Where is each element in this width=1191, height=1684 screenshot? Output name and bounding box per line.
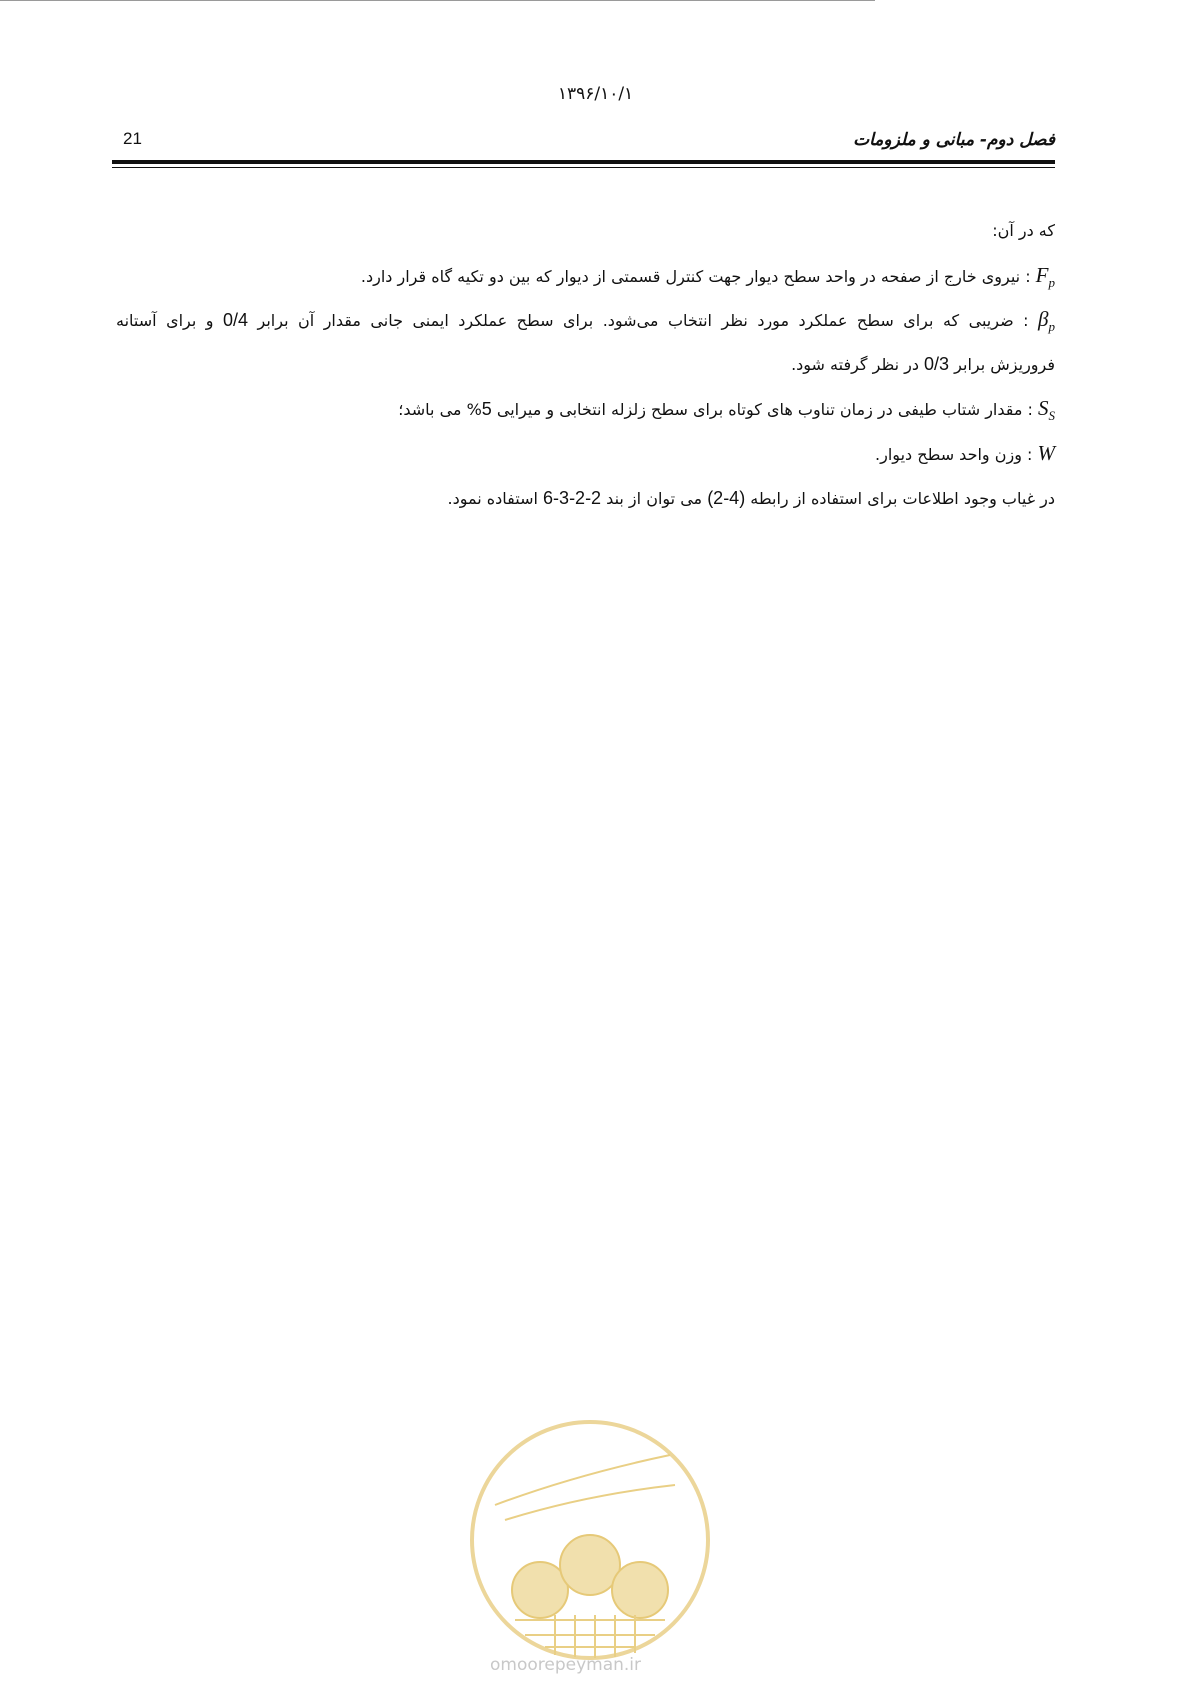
beta-value-life-safety: 0/4 xyxy=(223,310,249,330)
definition-beta-line1: $\beta_p$ : ضریبی که برای سطح عملکرد مورد نظر انتخاب می‌شود. برای سطح عملکرد ایمنی جانی مقدار آن برابر 0/4 و برای آستانه xyxy=(116,308,1055,338)
closing-sentence: در غیاب وجود اطلاعات برای استفاده از رابطه (2-4) می توان از بند 6-3-2-2 استفاده نمود. xyxy=(447,488,1055,508)
document-date: ۱۳۹۶/۱۰/۱ xyxy=(557,84,634,104)
beta-symbol: $\beta_p$ xyxy=(1038,307,1055,335)
watermark-url: omoorepeyman.ir xyxy=(490,1655,642,1675)
definition-beta-line2: فروریزش برابر 0/3 در نظر گرفته شود. xyxy=(791,354,1055,374)
page-number: 21 xyxy=(123,129,142,148)
chapter-title: فصل دوم- مبانی و ملزومات xyxy=(853,130,1055,150)
intro-line: که در آن: xyxy=(992,221,1055,240)
header-rule-thin xyxy=(112,167,1055,168)
beta-value-collapse: 0/3 xyxy=(924,354,950,374)
definition-w xyxy=(875,442,1055,466)
fp-definition: : نیروی خارج از صفحه در واحد سطح دیوار جهت کنترل قسمتی از دیوار که بین دو تکیه گاه قرار دارد. xyxy=(360,267,1036,286)
watermark-seal-logo xyxy=(465,1415,715,1665)
w-definition: : وزن واحد سطح دیوار. xyxy=(875,445,1038,464)
definition-fp xyxy=(361,264,1055,294)
ss-symbol: $S_S$ xyxy=(1038,396,1055,424)
header-rule-thick xyxy=(112,160,1055,164)
definition-ss: $S_S$ : مقدار شتاب طیفی در زمان تناوب های کوتاه برای سطح زلزله انتخابی و میرایی 5% می باشد؛ xyxy=(398,397,1055,427)
clause-reference: 6-3-2-2 xyxy=(543,488,602,508)
w-symbol: W xyxy=(1037,441,1055,465)
top-border-line xyxy=(0,0,875,1)
fp-symbol: $F_p$ xyxy=(1035,263,1055,291)
damping-value: 5 xyxy=(481,399,492,419)
equation-reference: (2-4) xyxy=(707,488,746,508)
